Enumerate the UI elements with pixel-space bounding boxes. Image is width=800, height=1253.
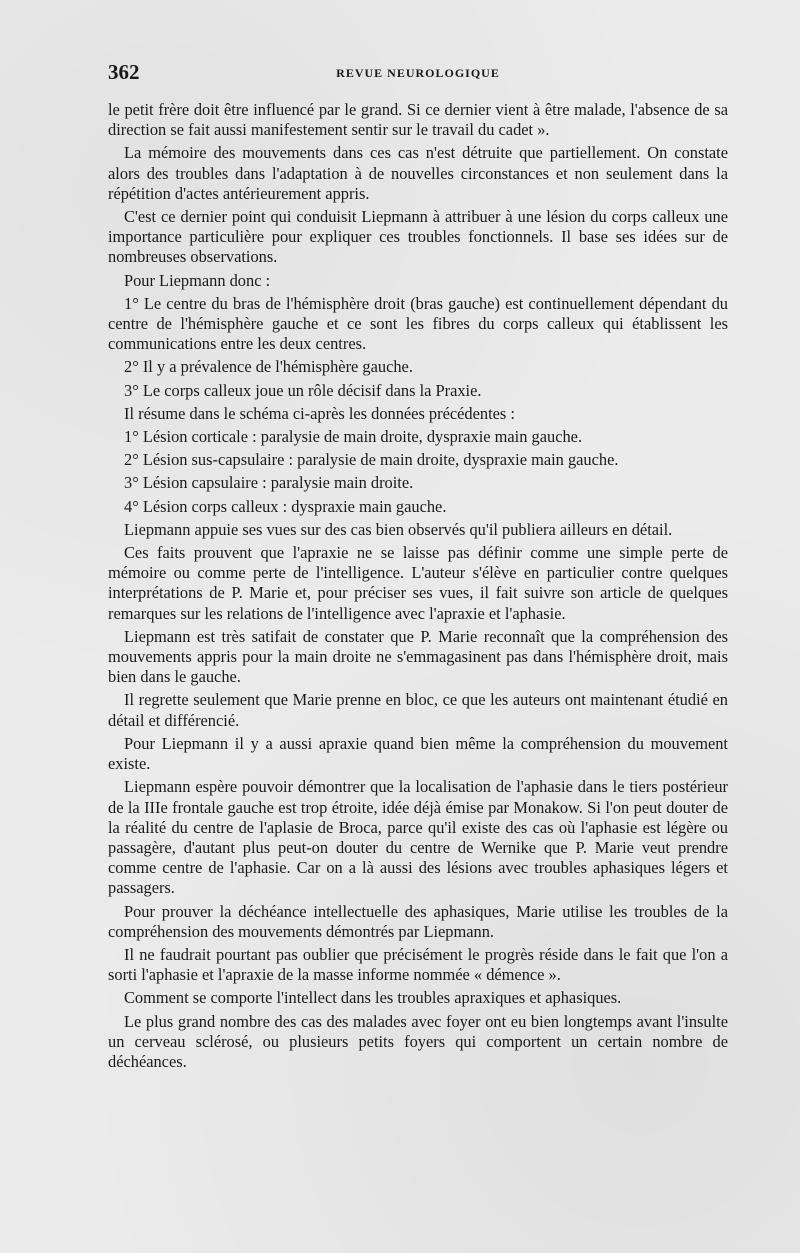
paragraph: Liepmann est très satifait de constater que P. Marie reconnaît que la compréhension des mouvements appris pour la main droite ne s'emmagasinent pas dans l'hémisphère droit, mais bien dans le gauche.: [108, 626, 728, 687]
list-item: 3° Lésion capsulaire : paralysie main droite.: [124, 473, 414, 493]
paragraph: Pour prouver la déchéance intellectuelle des aphasiques, Marie utilise les troubles de la compréhension des mouvements démontrés par Liepmann.: [108, 901, 728, 941]
list-item: 3° Le corps calleux joue un rôle décisif dans la Praxie.: [124, 380, 482, 400]
list-item: 1° Lésion corticale : paralysie de main droite, dyspraxie main gauche.: [124, 427, 583, 447]
list-item: 2° Lésion sus-capsulaire : paralysie de main droite, dyspraxie main gauche.: [124, 450, 619, 470]
list-item: 2° Il y a prévalence de l'hémisphère gauche.: [124, 357, 413, 377]
paragraph: Il regrette seulement que Marie prenne en bloc, ce que les auteurs ont maintenant étudié en détail et différencié.: [108, 690, 728, 730]
paragraph: Il résume dans le schéma ci-après les données précédentes :: [124, 403, 515, 423]
paragraph: Pour Liepmann donc :: [124, 270, 271, 290]
paragraph: Comment se comporte l'intellect dans les troubles apraxiques et aphasiques.: [124, 988, 622, 1008]
page-header: [108, 60, 728, 84]
paragraph: La mémoire des mouvements dans ces cas n'est détruite que partiellement. On constate alors des troubles dans l'adaptation à de nouvelles circonstances et non seulement dans la répétition d'actes antérieurement appris.: [108, 143, 728, 203]
paragraph: Pour Liepmann il y a aussi apraxie quand bien même la compréhension du mouvement existe.: [108, 733, 728, 774]
body-text: [108, 100, 728, 1075]
paragraph: le petit frère doit être influencé par le grand. Si ce dernier vient à être malade, l'absence de sa direction se fait aussi manifestement sentir sur le travail du cadet ».: [108, 100, 728, 140]
list-item: 4° Lésion corps calleux : dyspraxie main gauche.: [124, 496, 447, 516]
paragraph: Il ne faudrait pourtant pas oublier que précisément le progrès réside dans le fait que l'on a sorti l'aphasie et l'apraxie de la masse informe nommée « démence ».: [108, 944, 728, 985]
list-item: 1° Le centre du bras de l'hémisphère droit (bras gauche) est continuellement dépendant du centre de l'hémisphère gauche et ce sont les fibres du corps calleux qui établissent les communications entre les deux centres.: [108, 293, 728, 354]
page-number: 362: [108, 60, 140, 84]
paragraph: Le plus grand nombre des cas des malades avec foyer ont eu bien longtemps avant l'insulte un cerveau sclérosé, ou plusieurs petits foyers qui comportent un certain nombre de déchéances.: [108, 1011, 728, 1071]
paragraph: Liepmann appuie ses vues sur des cas bien observés qu'il publiera ailleurs en détail.: [124, 519, 673, 539]
paragraph: C'est ce dernier point qui conduisit Liepmann à attribuer à une lésion du corps calleux une importance particulière pour expliquer ces troubles fonctionnels. Il base ses idées sur de nombreuses observations.: [108, 207, 728, 267]
paragraph: Ces faits prouvent que l'apraxie ne se laisse pas définir comme une simple perte de mémoire ou comme perte de l'intelligence. L'auteur s'élève en particulier contre quelques interprétations de P. Marie et, pour préciser ses vues, il fait suivre son article de quelques remarques sur les relations de l'intelligence avec l'apraxie et l'aphasie.: [108, 543, 728, 623]
paragraph: Liepmann espère pouvoir démontrer que la localisation de l'aphasie dans le tiers postérieur de la IIIe frontale gauche est trop étroite, idée déjà émise par Monakow. Si l'on peut douter de la réalité du centre de l'aplasie de Broca, parce qu'il existe des cas où l'aphasie est légère ou passagère, d'autant plus peut-on douter du centre de Wernike que P. Marie veut prendre comme centre de l'aphasie. Car on a là aussi des lésions avec troubles aphasiques légers et passagers.: [108, 777, 728, 898]
running-title: REVUE NEUROLOGIQUE: [336, 66, 500, 80]
